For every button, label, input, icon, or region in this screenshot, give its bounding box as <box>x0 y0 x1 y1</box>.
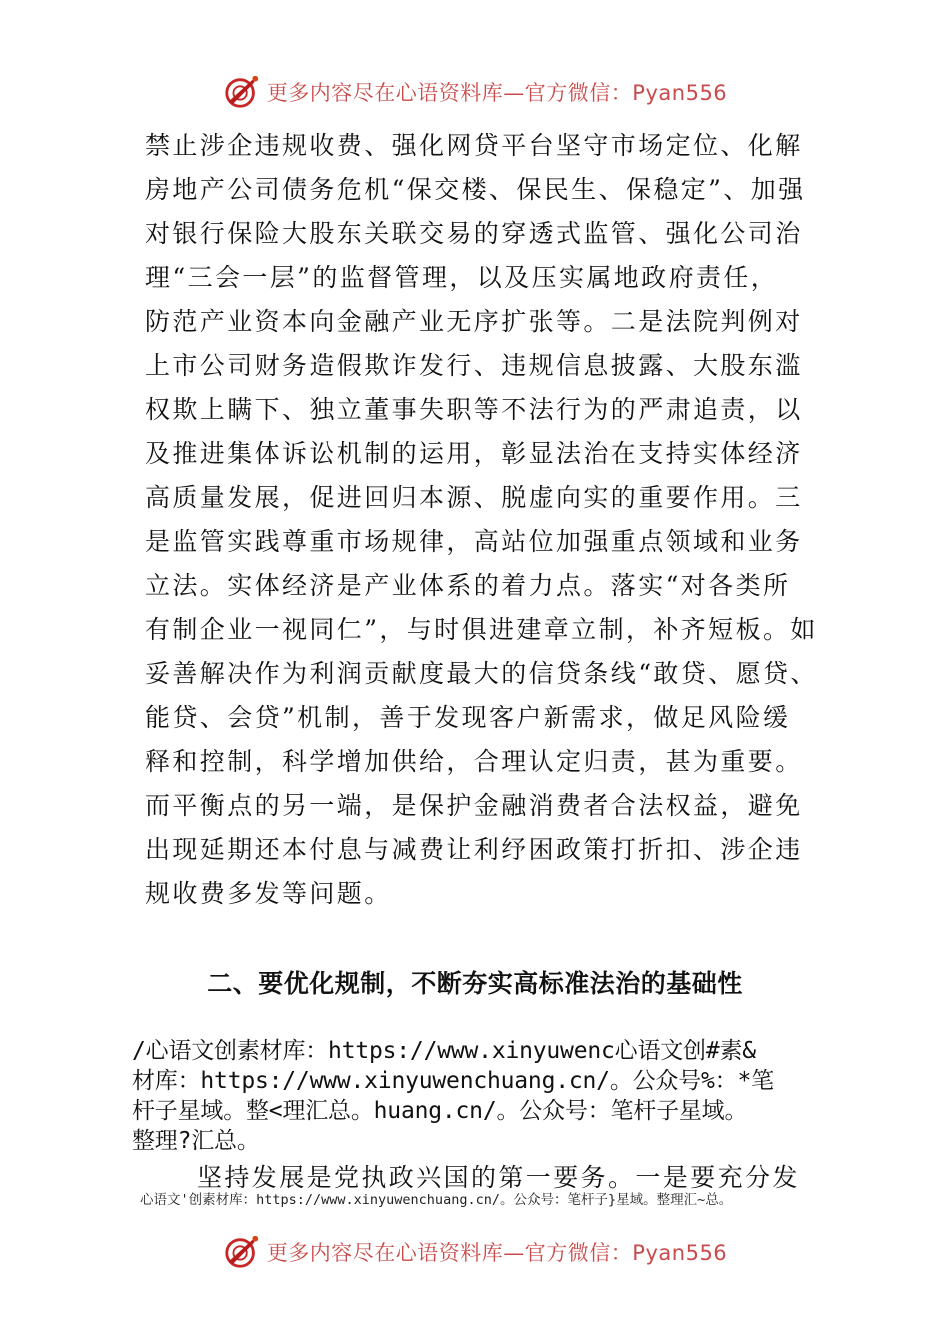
watermark-line: /心语文创素材库：https://www.xinyuwenc心语文创#素& <box>132 1038 756 1064</box>
paragraph-line: 防范产业资本向金融产业无序扩张等。二是法院判例对 <box>145 307 803 336</box>
paragraph-line: 立法。实体经济是产业体系的着力点。落实“对各类所 <box>145 571 791 600</box>
footnote-watermark: 心语文'创素材库：https://www.xinyuwenchuang.cn/。公众号：笔杆子}星域。整理汇~总。 <box>140 1192 733 1208</box>
brand-logo-icon <box>223 73 261 111</box>
footer-banner-text: 更多内容尽在心语资料库—官方微信：Pyan556 <box>266 1241 728 1265</box>
paragraph-line: 有制企业一视同仁”，与时俱进建章立制，补齐短板。如 <box>145 615 818 644</box>
paragraph-line: 及推进集体诉讼机制的运用，彰显法治在支持实体经济 <box>145 439 803 468</box>
watermark-line: 杆子星域。整<理汇总。huang.cn/。公众号：笔杆子星域。 <box>132 1098 748 1124</box>
continuation-line: 坚持发展是党执政兴国的第一要务。一是要充分发 <box>197 1163 800 1192</box>
footer-banner <box>0 1230 950 1274</box>
header-banner-text: 更多内容尽在心语资料库—官方微信：Pyan556 <box>266 81 728 105</box>
paragraph-line: 能贷、会贷”机制，善于发现客户新需求，做足风险缓 <box>145 703 791 732</box>
header-banner <box>0 70 950 114</box>
paragraph-line: 房地产公司债务危机“保交楼、保民生、保稳定”、加强 <box>145 175 806 204</box>
paragraph-line: 释和控制，科学增加供给，合理认定归责，甚为重要。 <box>145 747 803 776</box>
watermark-line: 材库：https://www.xinyuwenchuang.cn/。公众号%：*笔 <box>132 1068 774 1094</box>
paragraph-line: 出现延期还本付息与减费让利纾困政策打折扣、涉企违 <box>145 835 803 864</box>
section-heading: 二、要优化规制，不断夯实高标准法治的基础性 <box>207 969 743 998</box>
paragraph-line: 权欺上瞒下、独立董事失职等不法行为的严肃追责，以 <box>145 395 803 424</box>
paragraph-line: 理“三会一层”的监督管理，以及压实属地政府责任， <box>145 263 779 292</box>
paragraph-line: 禁止涉企违规收费、强化网贷平台坚守市场定位、化解 <box>145 131 803 160</box>
paragraph-line: 是监管实践尊重市场规律，高站位加强重点领域和业务 <box>145 527 803 556</box>
body-paragraph <box>145 124 818 916</box>
paragraph-line: 妥善解决作为利润贡献度最大的信贷条线“敢贷、愿贷、 <box>145 659 818 688</box>
paragraph-line: 规收费多发等问题。 <box>145 879 392 908</box>
paragraph-line: 高质量发展，促进回归本源、脱虚向实的重要作用。三 <box>145 483 803 512</box>
watermark-line: 整理?汇总。 <box>132 1128 260 1154</box>
brand-logo-icon <box>223 1233 261 1271</box>
watermark-text-block <box>132 1036 852 1156</box>
paragraph-line: 对银行保险大股东关联交易的穿透式监管、强化公司治 <box>145 219 803 248</box>
paragraph-line: 而平衡点的另一端，是保护金融消费者合法权益，避免 <box>145 791 803 820</box>
paragraph-line: 上市公司财务造假欺诈发行、违规信息披露、大股东滥 <box>145 351 803 380</box>
